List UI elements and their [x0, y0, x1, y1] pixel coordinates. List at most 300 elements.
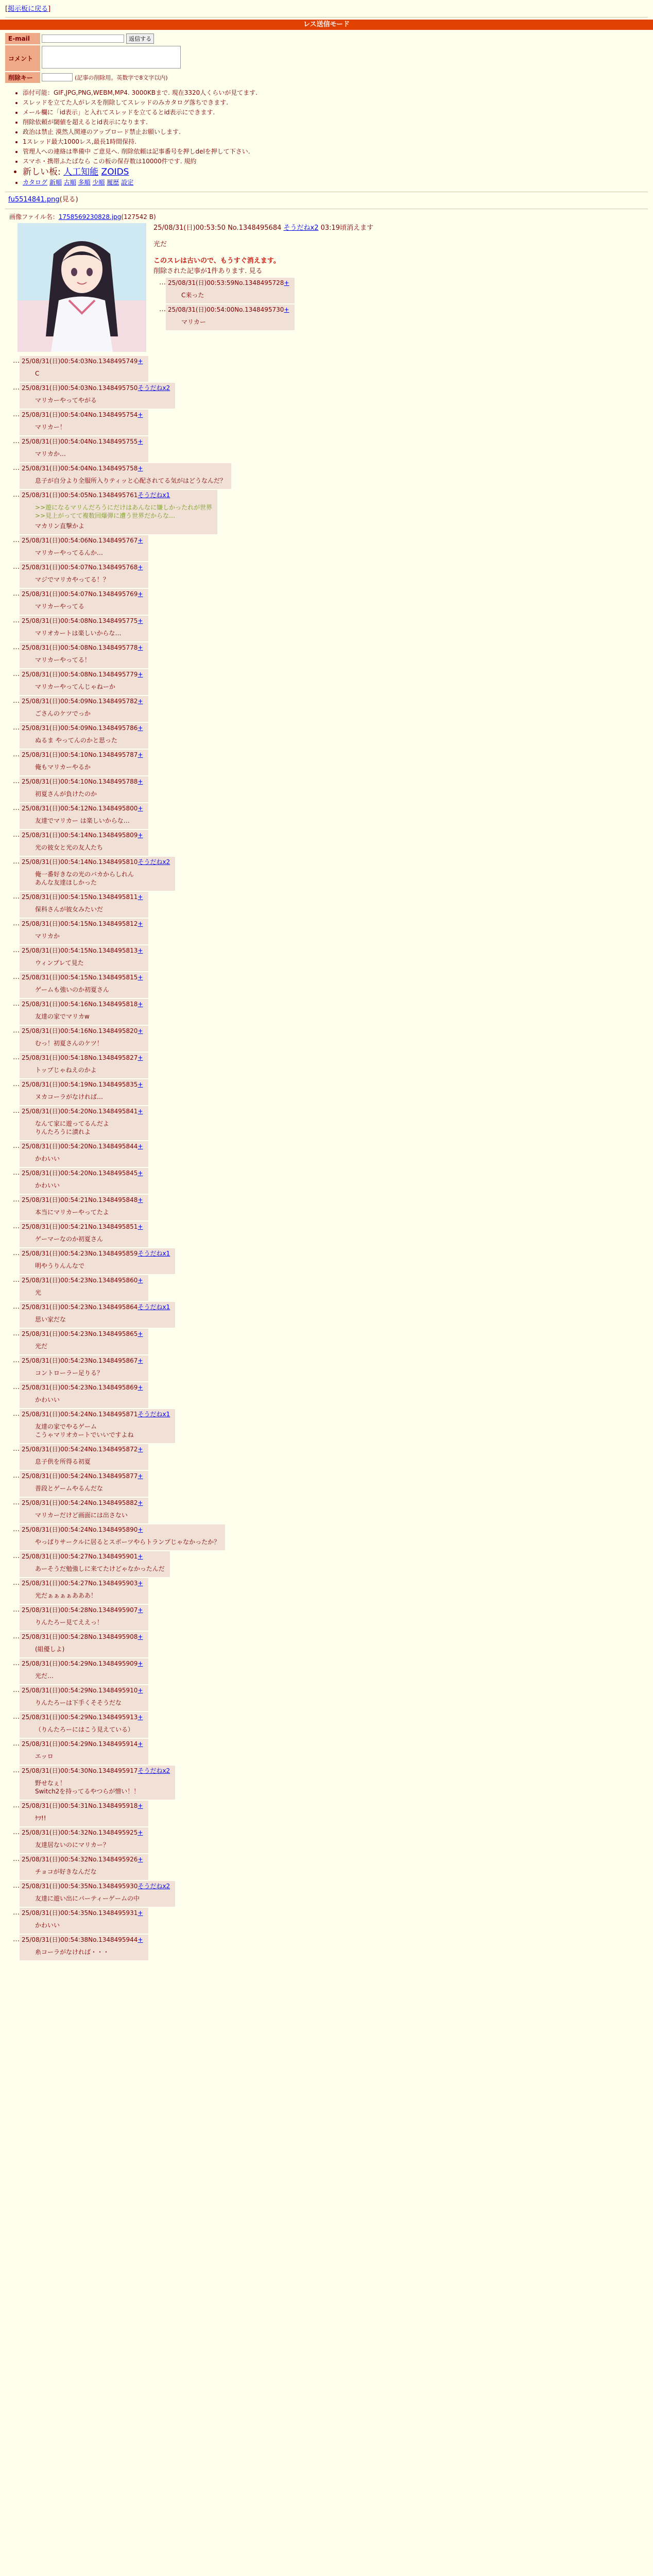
reply-number[interactable]: No.1348495848 — [88, 1196, 138, 1204]
reply-soudane-link[interactable]: + — [284, 279, 289, 286]
reply-list — [7, 278, 646, 1960]
reply-date: 25/08/31(日)00:54:08 — [22, 671, 89, 678]
reply-number[interactable]: No.1348495775 — [88, 617, 138, 624]
reply-header — [22, 858, 170, 866]
reply-number[interactable]: No.1348495903 — [88, 1580, 138, 1587]
reply-number[interactable]: No.1348495810 — [88, 858, 138, 866]
reply-soudane-link[interactable]: + — [138, 1580, 143, 1587]
reply-number[interactable]: No.1348495758 — [88, 465, 138, 472]
reply-soudane-link[interactable]: + — [138, 1330, 143, 1337]
reply-soudane-link[interactable]: そうだねx2 — [138, 858, 170, 866]
reply-number[interactable]: No.1348495820 — [88, 1027, 138, 1035]
reply-number[interactable]: No.1348495931 — [88, 1909, 138, 1917]
op-file-line — [9, 212, 646, 221]
reply-row — [7, 669, 646, 695]
reply-soudane-link[interactable]: + — [138, 1714, 143, 1721]
reply-box — [20, 490, 217, 534]
delete-key-note: (記事の削除用。英数字で8文字以内) — [75, 74, 168, 81]
reply-number[interactable]: No.1348495815 — [88, 974, 138, 981]
reply-soudane-link[interactable]: そうだねx1 — [138, 1303, 170, 1311]
reply-indent-marker: … — [13, 1169, 20, 1177]
reply-header — [22, 1027, 143, 1035]
reply-indent-marker: … — [13, 1552, 20, 1560]
reply-number[interactable]: No.1348495907 — [88, 1606, 138, 1614]
reply-date: 25/08/31(日)00:54:20 — [22, 1170, 89, 1177]
reply-text: りんたろー見てええっ！ — [35, 1619, 104, 1626]
reply-row — [153, 304, 646, 330]
reply-row — [7, 436, 646, 462]
reply-number[interactable]: No.1348495827 — [88, 1054, 138, 1061]
reply-row — [7, 1302, 646, 1328]
reply-soudane-link[interactable]: + — [138, 1633, 143, 1640]
email-label: E-mail — [5, 33, 40, 44]
reply-soudane-link[interactable]: そうだねx2 — [138, 1767, 170, 1774]
reply-number[interactable]: No.1348495851 — [88, 1223, 138, 1230]
submit-reply-button[interactable]: 返信する — [126, 33, 154, 44]
reply-text: ｹﾂ!! — [35, 1815, 46, 1822]
reply-box — [20, 1079, 148, 1105]
reply-soudane-link[interactable]: + — [138, 1054, 143, 1061]
reply-box — [20, 1658, 148, 1684]
reply-soudane-link[interactable]: そうだねx1 — [138, 1250, 170, 1257]
reply-row — [7, 1551, 646, 1577]
reply-row — [7, 1605, 646, 1631]
reply-number[interactable]: No.1348495786 — [88, 724, 138, 732]
reply-soudane-link[interactable]: + — [138, 1108, 143, 1115]
reply-soudane-link[interactable]: + — [138, 590, 143, 598]
reply-row — [7, 1195, 646, 1221]
reply-text: C — [35, 370, 40, 377]
reply-number[interactable]: No.1348495750 — [88, 384, 138, 392]
reply-number[interactable]: No.1348495754 — [88, 411, 138, 418]
reply-row — [7, 1329, 646, 1354]
reply-soudane-link[interactable]: + — [138, 778, 143, 785]
reply-number[interactable]: No.1348495782 — [88, 698, 138, 705]
reply-header — [22, 1383, 143, 1392]
reply-text: エッロ — [35, 1753, 54, 1760]
reply-soudane-link[interactable]: + — [138, 1143, 143, 1150]
reply-number[interactable]: No.1348495917 — [88, 1767, 138, 1774]
reply-date: 25/08/31(日)00:54:08 — [22, 644, 89, 651]
zip-file-link[interactable]: fu5514841.png — [8, 196, 60, 204]
reply-row — [7, 1578, 646, 1604]
reply-date: 25/08/31(日)00:54:27 — [22, 1553, 89, 1560]
reply-number[interactable]: No.1348495864 — [88, 1303, 138, 1311]
reply-indent-marker: … — [13, 1027, 20, 1035]
reply-number[interactable]: No.1348495871 — [88, 1411, 138, 1418]
reply-number[interactable]: No.1348495841 — [88, 1108, 138, 1115]
reply-date: 25/08/31(日)00:54:23 — [22, 1384, 89, 1391]
reply-box — [20, 1355, 148, 1381]
reply-text: やっぱりサークルに居るとスポーツやらトランプじゃなかったか？ — [35, 1538, 220, 1546]
reply-text: 糸コーラがなければ・・・ — [35, 1948, 110, 1956]
reply-soudane-link[interactable]: + — [284, 306, 289, 313]
reply-soudane-link[interactable]: + — [138, 1740, 143, 1748]
reply-text: ヌカコーラがなければ… — [35, 1093, 104, 1100]
reply-soudane-link[interactable]: + — [138, 1936, 143, 1943]
reply-number[interactable]: No.1348495860 — [88, 1277, 138, 1284]
reply-box — [20, 642, 148, 668]
reply-box — [20, 1551, 170, 1577]
reply-soudane-link[interactable]: + — [138, 671, 143, 678]
reply-header — [22, 437, 143, 446]
delete-key-field[interactable] — [42, 73, 73, 81]
reply-row — [7, 616, 646, 641]
reply-indent-marker: … — [13, 1223, 20, 1230]
reply-row — [7, 410, 646, 435]
reply-soudane-link[interactable]: + — [138, 1223, 143, 1230]
reply-soudane-link[interactable]: + — [138, 1081, 143, 1088]
op-number[interactable]: No.1348495684 — [228, 224, 282, 232]
reply-indent-marker: … — [13, 1713, 20, 1721]
reply-soudane-link[interactable]: + — [138, 1027, 143, 1035]
reply-box — [20, 1444, 148, 1470]
reply-indent-marker: … — [13, 1330, 20, 1337]
reply-indent-marker: … — [13, 1410, 20, 1418]
reply-date: 25/08/31(日)00:54:00 — [168, 306, 235, 313]
reply-header — [22, 491, 212, 499]
reply-date: 25/08/31(日)00:54:24 — [22, 1446, 89, 1453]
reply-soudane-link[interactable]: + — [138, 974, 143, 981]
reply-number[interactable]: No.1348495787 — [88, 751, 138, 758]
reply-box — [20, 1498, 148, 1523]
reply-indent-marker: … — [13, 437, 20, 445]
reply-date: 25/08/31(日)00:54:21 — [22, 1196, 89, 1204]
reply-number[interactable]: No.1348495769 — [88, 590, 138, 598]
zip-line — [0, 195, 653, 205]
reply-row — [7, 1801, 646, 1826]
reply-soudane-link[interactable]: + — [138, 1829, 143, 1836]
reply-soudane-link[interactable]: + — [138, 1277, 143, 1284]
reply-text: (組優しよ) — [35, 1646, 65, 1653]
reply-soudane-link[interactable]: + — [138, 920, 143, 927]
reply-soudane-link[interactable]: + — [138, 1553, 143, 1560]
reply-row — [7, 383, 646, 409]
reply-soudane-link[interactable]: + — [138, 698, 143, 705]
reply-text: むっ！初夏さんのケツ！ — [35, 1040, 103, 1047]
op-file-link[interactable]: 1758569230828.jpg — [58, 213, 122, 221]
nav-history-link[interactable]: 履歴 — [107, 179, 119, 186]
reply-number[interactable]: No.1348495901 — [88, 1553, 138, 1560]
reply-number[interactable]: No.1348495877 — [88, 1472, 138, 1480]
reply-number[interactable]: No.1348495890 — [88, 1526, 138, 1533]
reply-text: マリカか — [35, 933, 60, 940]
reply-indent-marker: … — [13, 946, 20, 954]
reply-indent-marker: … — [13, 804, 20, 812]
reply-indent-marker: … — [13, 411, 20, 418]
nav-new-link[interactable]: 新順 — [49, 179, 62, 186]
reply-box — [20, 1195, 148, 1221]
reply-number[interactable]: No.1348495778 — [88, 644, 138, 651]
reply-number[interactable]: No.1348495918 — [88, 1802, 138, 1809]
reply-number[interactable]: No.1348495755 — [88, 438, 138, 445]
reply-soudane-link[interactable]: + — [138, 1909, 143, 1917]
reply-indent-marker: … — [13, 1767, 20, 1774]
reply-soudane-link[interactable]: + — [138, 1446, 143, 1453]
reply-header — [22, 1579, 143, 1587]
reply-box — [20, 945, 148, 971]
nav-old-link[interactable]: 古順 — [63, 179, 76, 186]
reply-text: 野せなぇ！ Switch2を持ってるやつらが憎い！！ — [35, 1780, 140, 1795]
reply-date: 25/08/31(日)00:54:04 — [22, 411, 89, 418]
reply-number[interactable]: No.1348495813 — [88, 947, 138, 954]
comment-textarea[interactable] — [42, 46, 181, 69]
reply-soudane-link[interactable]: + — [138, 893, 143, 901]
reply-row — [7, 1632, 646, 1657]
reply-number[interactable]: No.1348495913 — [88, 1714, 138, 1721]
reply-date: 25/08/31(日)00:54:35 — [22, 1909, 89, 1917]
reply-box — [20, 1524, 225, 1550]
reply-header — [22, 1107, 143, 1115]
reply-soudane-link[interactable]: + — [138, 537, 143, 544]
op-expire: 03:19頃消えます — [320, 224, 374, 232]
reply-box — [20, 535, 148, 561]
reply-header — [22, 590, 143, 598]
reply-soudane-link[interactable]: + — [138, 1606, 143, 1614]
reply-soudane-link[interactable]: + — [138, 832, 143, 839]
reply-soudane-link[interactable]: そうだねx1 — [138, 492, 170, 499]
reply-header — [22, 1552, 165, 1561]
reply-indent-marker: … — [13, 357, 20, 365]
new-board-link[interactable]: 人工知能 — [63, 167, 99, 177]
reply-soudane-link[interactable]: + — [138, 724, 143, 732]
reply-date: 25/08/31(日)00:54:06 — [22, 537, 89, 544]
reply-soudane-link[interactable]: + — [138, 1499, 143, 1506]
reply-soudane-link[interactable]: そうだねx2 — [138, 384, 170, 392]
reply-number[interactable]: No.1348495809 — [88, 832, 138, 839]
reply-row — [7, 1524, 646, 1550]
nav-catalog-link[interactable]: カタログ — [23, 179, 48, 186]
new-board-link[interactable]: ZOIDS — [101, 167, 129, 177]
reply-number[interactable]: No.1348495909 — [88, 1660, 138, 1667]
comment-label: コメント — [5, 45, 40, 71]
reply-soudane-link[interactable]: + — [138, 465, 143, 472]
reply-text: りんたろーは下手くそそうだな — [35, 1699, 122, 1706]
reply-soudane-link[interactable]: + — [138, 617, 143, 624]
reply-number[interactable]: No.1348495869 — [88, 1384, 138, 1391]
rule-item: • メール欄に「id表示」と入れてスレッドを立てるとid表示にできます. — [23, 108, 648, 117]
reply-soudane-link[interactable]: + — [138, 1526, 143, 1533]
reply-number[interactable]: No.1348495908 — [88, 1633, 138, 1640]
back-to-board-link[interactable]: 掲示板に戻る — [8, 5, 48, 13]
reply-header — [22, 1169, 143, 1177]
reply-text: マリカーやってるんか… — [35, 549, 103, 556]
reply-number[interactable]: No.1348495910 — [88, 1687, 138, 1694]
reply-number[interactable]: No.1348495930 — [88, 1883, 138, 1890]
reply-number[interactable]: No.1348495767 — [88, 537, 138, 544]
reply-row — [7, 1026, 646, 1052]
reply-date: 25/08/31(日)00:54:21 — [22, 1223, 89, 1230]
reply-number[interactable]: No.1348495728 — [234, 279, 284, 286]
reply-row — [7, 1658, 646, 1684]
reply-date: 25/08/31(日)00:54:05 — [22, 492, 89, 499]
reply-number[interactable]: No.1348495844 — [88, 1143, 138, 1150]
zip-view-suffix: (見る) — [59, 196, 78, 204]
reply-text: マリカーやってやがる — [35, 397, 97, 404]
reply-box — [20, 562, 148, 588]
reply-box — [20, 1409, 175, 1443]
reply-soudane-link[interactable]: + — [138, 1687, 143, 1694]
reply-row — [7, 1498, 646, 1523]
reply-header — [22, 751, 143, 759]
reply-number[interactable]: No.1348495925 — [88, 1829, 138, 1836]
reply-row — [7, 696, 646, 722]
reply-soudane-link[interactable]: + — [138, 644, 143, 651]
reply-text: 友達の家でマリカw — [35, 1013, 90, 1020]
reply-header — [22, 1054, 143, 1062]
rule-item: • 1スレッド最大1000レス,最長1時間保持. — [23, 137, 648, 147]
reply-indent-marker: … — [13, 1196, 20, 1204]
reply-number[interactable]: No.1348495872 — [88, 1446, 138, 1453]
reply-number[interactable]: No.1348495812 — [88, 920, 138, 927]
reply-date: 25/08/31(日)00:54:20 — [22, 1108, 89, 1115]
reply-row — [7, 1168, 646, 1194]
reply-soudane-link[interactable]: + — [138, 805, 143, 812]
reply-header — [22, 1526, 220, 1534]
reply-indent-marker: … — [13, 670, 20, 678]
reply-soudane-link[interactable]: + — [138, 1856, 143, 1863]
reply-box — [20, 1827, 148, 1853]
reply-text: （りんたろーにはこう見えている） — [35, 1726, 134, 1733]
reply-soudane-link[interactable]: + — [138, 411, 143, 418]
reply-soudane-link[interactable]: + — [138, 1170, 143, 1177]
reply-soudane-link[interactable]: そうだねx1 — [138, 1411, 170, 1418]
op-soudane-link[interactable]: そうだねx2 — [283, 224, 319, 232]
reply-indent-marker: … — [13, 724, 20, 732]
reply-indent-marker: … — [13, 858, 20, 866]
nav-few-link[interactable]: 少順 — [92, 179, 105, 186]
reply-date: 25/08/31(日)00:54:23 — [22, 1303, 89, 1311]
reply-soudane-link[interactable]: + — [138, 1660, 143, 1667]
reply-row — [7, 1766, 646, 1800]
reply-soudane-link[interactable]: + — [138, 947, 143, 954]
reply-number[interactable]: No.1348495859 — [88, 1250, 138, 1257]
reply-indent-marker: … — [13, 1828, 20, 1836]
reply-text: 友達に遊い出にパーティーゲームの中 — [35, 1895, 140, 1902]
reply-date: 25/08/31(日)00:54:18 — [22, 1054, 89, 1061]
nav-settings-link[interactable]: 設定 — [121, 179, 134, 186]
reply-row — [7, 892, 646, 918]
reply-number[interactable]: No.1348495835 — [88, 1081, 138, 1088]
reply-soudane-link[interactable]: + — [138, 1196, 143, 1204]
reply-date: 25/08/31(日)00:54:23 — [22, 1357, 89, 1364]
reply-text: マリオカートは楽しいからな… — [35, 630, 122, 637]
reply-number[interactable]: No.1348495768 — [88, 564, 138, 571]
reply-number[interactable]: No.1348495788 — [88, 778, 138, 785]
reply-box — [20, 1935, 148, 1960]
reply-date: 25/08/31(日)00:54:27 — [22, 1580, 89, 1587]
reply-number[interactable]: No.1348495779 — [88, 671, 138, 678]
reply-header — [168, 279, 289, 287]
reply-indent-marker: … — [13, 1855, 20, 1863]
reply-box — [20, 1026, 148, 1052]
reply-soudane-link[interactable]: + — [138, 1472, 143, 1480]
reply-row — [7, 776, 646, 802]
rule-item: • スマホ・携帯ふたばなら この板の保存数は10000件です. 規約 — [23, 157, 648, 166]
reply-number[interactable]: No.1348495761 — [88, 492, 138, 499]
reply-number[interactable]: No.1348495926 — [88, 1856, 138, 1863]
reply-row — [7, 463, 646, 489]
reply-soudane-link[interactable]: + — [138, 358, 143, 365]
reply-header — [22, 804, 143, 812]
reply-soudane-link[interactable]: + — [138, 1357, 143, 1364]
nav-many-link[interactable]: 多順 — [78, 179, 91, 186]
reply-soudane-link[interactable]: + — [138, 1384, 143, 1391]
reply-box — [20, 1106, 148, 1140]
reply-soudane-link[interactable]: そうだねx2 — [138, 1883, 170, 1890]
op-thumbnail-image[interactable] — [18, 223, 146, 352]
reply-header — [22, 920, 143, 928]
reply-number[interactable]: No.1348495865 — [88, 1330, 138, 1337]
reply-date: 25/08/31(日)00:54:19 — [22, 1081, 89, 1088]
reply-box — [20, 1605, 148, 1631]
reply-indent-marker: … — [13, 697, 20, 705]
reply-indent-marker: … — [13, 1526, 20, 1533]
reply-row — [7, 562, 646, 588]
reply-soudane-link[interactable]: + — [138, 1802, 143, 1809]
reply-number[interactable]: No.1348495730 — [234, 306, 284, 313]
reply-number[interactable]: No.1348495867 — [88, 1357, 138, 1364]
reply-number[interactable]: No.1348495914 — [88, 1740, 138, 1748]
reply-date: 25/08/31(日)00:54:07 — [22, 590, 89, 598]
reply-number[interactable]: No.1348495818 — [88, 1001, 138, 1008]
reply-soudane-link[interactable]: + — [138, 1001, 143, 1008]
reply-indent-marker: … — [13, 1499, 20, 1506]
reply-soudane-link[interactable]: + — [138, 564, 143, 571]
reply-number[interactable]: No.1348495944 — [88, 1936, 138, 1943]
reply-date: 25/08/31(日)00:54:03 — [22, 358, 89, 365]
reply-date: 25/08/31(日)00:54:09 — [22, 698, 89, 705]
reply-form — [4, 32, 182, 84]
reply-number[interactable]: No.1348495800 — [88, 805, 138, 812]
reply-box — [20, 1053, 148, 1078]
reply-indent-marker: … — [13, 590, 20, 598]
reply-soudane-link[interactable]: + — [138, 438, 143, 445]
reply-number[interactable]: No.1348495845 — [88, 1170, 138, 1177]
reply-text: かわいい — [35, 1396, 60, 1403]
reply-date: 25/08/31(日)00:54:28 — [22, 1606, 89, 1614]
reply-row — [7, 1471, 646, 1497]
top-divider — [5, 17, 648, 18]
reply-header — [22, 1740, 143, 1748]
email-field[interactable] — [42, 35, 124, 43]
reply-text: 俺もマリカーやるか — [35, 764, 91, 771]
reply-number[interactable]: No.1348495882 — [88, 1499, 138, 1506]
reply-date: 25/08/31(日)00:54:15 — [22, 947, 89, 954]
reply-date: 25/08/31(日)00:53:59 — [168, 279, 235, 286]
reply-box — [20, 723, 148, 749]
reply-header — [22, 724, 143, 732]
reply-row — [7, 830, 646, 856]
reply-soudane-link[interactable]: + — [138, 751, 143, 758]
reply-indent-marker: … — [13, 893, 20, 901]
reply-date: 25/08/31(日)00:54:24 — [22, 1526, 89, 1533]
reply-date: 25/08/31(日)00:54:14 — [22, 858, 89, 866]
reply-date: 25/08/31(日)00:54:29 — [22, 1687, 89, 1694]
reply-row — [7, 1712, 646, 1738]
reply-header — [22, 697, 143, 705]
reply-box — [166, 304, 295, 330]
reply-text: トップじゃねえのかよ — [35, 1066, 97, 1074]
reply-number[interactable]: No.1348495811 — [88, 893, 138, 901]
reply-header — [22, 1713, 143, 1721]
reply-row — [7, 919, 646, 944]
reply-row — [7, 1382, 646, 1408]
reply-date: 25/08/31(日)00:54:29 — [22, 1740, 89, 1748]
reply-number[interactable]: No.1348495749 — [88, 358, 138, 365]
op-expire-notice: このスレは古いので、もうすぐ消えます。 — [153, 257, 280, 265]
reply-date: 25/08/31(日)00:54:20 — [22, 1143, 89, 1150]
